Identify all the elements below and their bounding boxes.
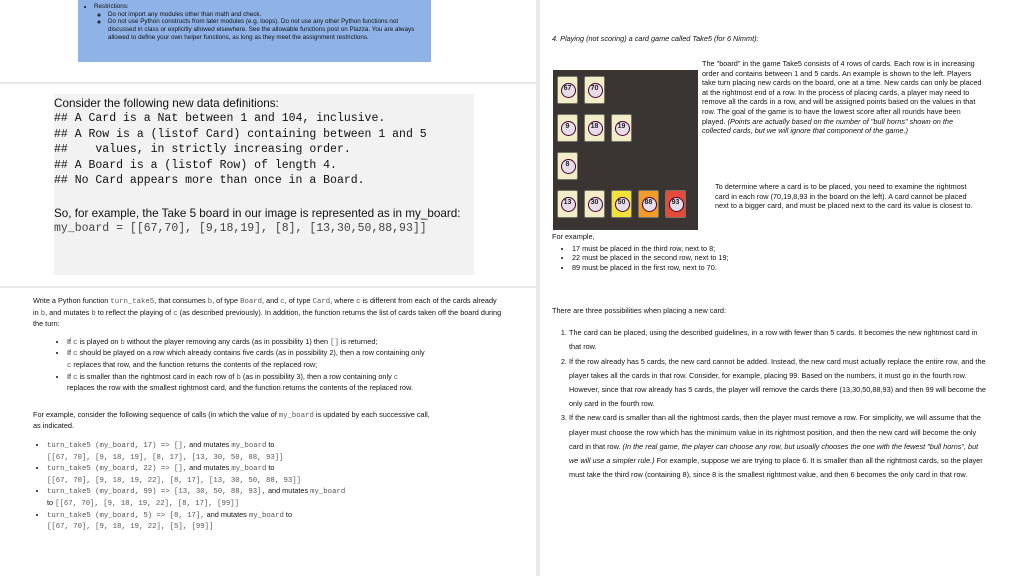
- task-bullet: • If c is played on b without the player removing any cards (as in possibility 1) then [] is returned;: [67, 337, 427, 349]
- definitions-intro: Consider the following new data definitions:: [54, 97, 279, 110]
- definitions-panel: [0, 84, 536, 286]
- card-value: 19: [617, 123, 626, 130]
- game-panel: [540, 0, 1024, 576]
- card-value: 18: [590, 123, 599, 130]
- placement-para: To determine where a card is to be placed, you need to examine the rightmost card in each row (70,19,8,93 in the board on the left). A card cannot be placed next to a bigger card, and must be placed next to the card its value is closest to.: [715, 182, 973, 211]
- task-intro: Write a Python function turn_take5, that consumes b, of type Board, and c, of type Card, where c is different from each of the cards already in b, and mutates b to reflect the playing of c (as described previously). In addition, the function returns the list of cards taken off the board during the turn:: [33, 296, 502, 329]
- task-bullet: • If c is smaller than the rightmost card in each row of b (as in possibility 3), then a row containing only c replaces the row with the smallest rightmost card, and the function returns the contents of the replaced row.: [67, 372, 427, 393]
- card-value: 30: [590, 199, 599, 206]
- definition-line: ## A Board is a (listof Row) of length 4.: [54, 158, 337, 172]
- example-item: • 89 must be placed in the first row, next to 70.: [572, 263, 972, 273]
- restrictions-box: [78, 0, 431, 62]
- task-panel: [0, 288, 536, 576]
- card-value: 70: [590, 85, 599, 92]
- possibilities-block: [552, 304, 986, 482]
- board-para: The "board" in the game Take5 consists of 4 rows of cards. Each row is in increasing order and contains between 1 and 5 cards. An example is shown to the left. Players take turn placing new cards on the board, one at a time. New cards can only be placed at the rightmost end of a row. In the process of placing cards, a player may need to remove all the cards in a row, and will be assigned points based on the values in that row. The goal of the game is to have the lowest score after all rounds have been played. (Points are actually based on the number of "bull horns" shown on the collected cards, but we will ignore that component of the game.): [702, 59, 982, 136]
- example-item: • 22 must be placed in the second row, next to 19;: [572, 253, 972, 263]
- restrictions-title: • Restrictions: ◦ Do not import any modules other than math and check. ◦ Do not use Python constructs from later modules (e.g. loops). Do not use any other Python functions not discussed in class or explicitly allowed elsewhere. See the allowable functions post on Piazza. You are always allowed to define your own helper functions, as long as they meet the assignment restrictions.: [94, 3, 427, 42]
- example-call: • turn_take5 (my_board, 22) => [], and mutates my_board to [[67, 70], [9, 18, 19, 22], [8, 17], [13, 30, 50, 88, 93]]: [47, 463, 457, 486]
- restrictions-panel: [0, 0, 536, 82]
- example-intro: So, for example, the Take 5 board in our image is represented as in my_board:: [54, 207, 461, 220]
- card-value: 88: [644, 199, 653, 206]
- restriction-item: ◦ Do not use Python constructs from later modules (e.g. loops). Do not use any other Python functions not discussed in class or explicitly allowed elsewhere. See the allowable functions post on Piazza. You are always allowed to define your own helper functions, as long as they meet the assignment restrictions.: [108, 18, 427, 41]
- restriction-item: ◦ Do not import any modules other than math and check.: [108, 11, 427, 19]
- for-example: For example,: [552, 232, 595, 241]
- possibility-item: 3. If the new card is smaller than all the rightmost cards, then the player must remove a row. For simplicity, we will assume that the player must choose the row which has the minimum value in its rightmost position, and then the new card will become the only card in that row. (In the real game, the player can choose any row, but usually chooses the one with the fewest "bull horns", but we will use a simpler rule.) For example, suppose we are trying to place 6. It is smaller than all the rightmost cards, so the player must take the third row (containing 8), since 8 is the smallest rightmost value, and then 6 becomes the only card in that row.: [569, 411, 986, 482]
- definitions-block: [54, 94, 474, 275]
- card-value: 9: [565, 123, 570, 130]
- game-heading: 4. Playing (not scoring) a card game called Take5 (for 6 Nimmt):: [552, 34, 759, 43]
- example-call: • turn_take5 (my_board, 17) => [], and mutates my_board to [[67, 70], [9, 18, 19], [8, 17], [13, 30, 50, 88, 93]]: [47, 440, 457, 463]
- examples-block: [552, 232, 972, 272]
- example-code: my_board = [[67,70], [9,18,19], [8], [13,30,50,88,93]]: [54, 222, 427, 235]
- card-value: 67: [563, 85, 572, 92]
- definition-line: ## A Card is a Nat between 1 and 104, inclusive.: [54, 112, 386, 125]
- card-value: 13: [563, 199, 572, 206]
- card-value: 50: [617, 199, 626, 206]
- possibility-item: 1. The card can be placed, using the described guidelines, in a row with fewer than 5 cards. It becomes the new rightmost card in that row.: [569, 326, 986, 354]
- card-value: 93: [671, 199, 680, 206]
- card-value: 8: [565, 161, 570, 168]
- possibilities-intro: There are three possibilities when placing a new card:: [552, 306, 727, 315]
- sequence-intro: For example, consider the following sequence of calls (in which the value of my_board is updated by each successive call, as indicated.: [33, 409, 430, 431]
- possibility-item: 2. If the row already has 5 cards, the new card cannot be added. Instead, the new card must actually replace the entire row, and the player takes all the cards in that row. Consider, for example, placing 99. Based on the numbers, it must go in the fourth row. However, since that row already has 5 cards, the player will remove the cards there (13,30,50,88,93) and then 99 will become the only card in the fourth row.: [569, 355, 986, 412]
- definition-line: ## No Card appears more than once in a Board.: [54, 174, 365, 187]
- definition-line: ## values, in strictly increasing order.: [54, 143, 351, 156]
- example-item: • 17 must be placed in the third row, next to 8;: [572, 244, 972, 254]
- task-bullet: • If c should be played on a row which already contains five cards (as in possibility 2), then a row containing only c replaces that row, and the function returns the contents of the replaced row;: [67, 348, 427, 371]
- definition-line: ## A Row is a (listof Card) containing between 1 and 5: [54, 127, 427, 141]
- example-call: • turn_take5 (my_board, 5) => [8, 17], and mutates my_board to [[67, 70], [9, 18, 19, 22], [5], [99]]: [47, 510, 457, 533]
- example-call: • turn_take5 (my_board, 99) => [13, 30, 50, 88, 93], and mutates my_board to [[67, 70], [9, 18, 19, 22], [8, 17], [99]]: [47, 486, 457, 509]
